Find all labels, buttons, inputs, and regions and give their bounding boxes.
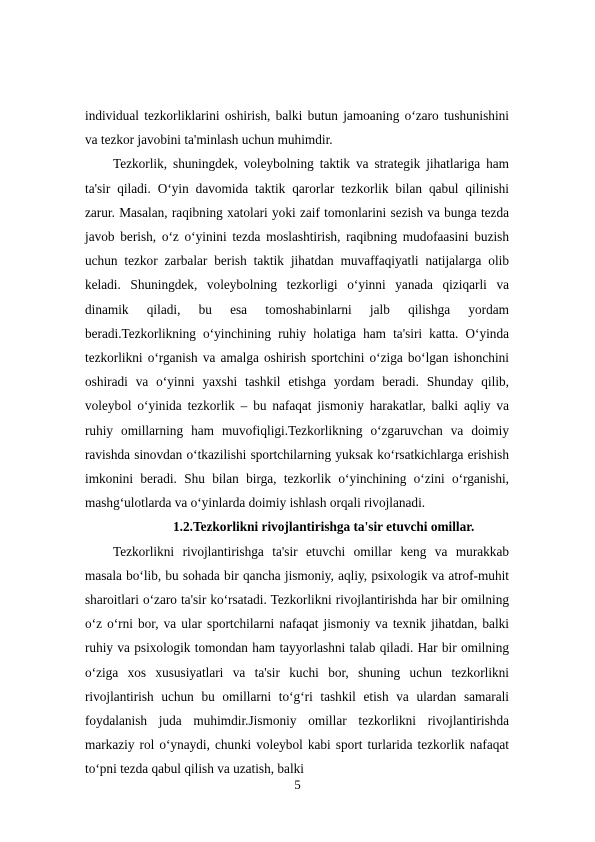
section-heading: 1.2.Tezkorlikni rivojlantirishga ta'sir etuvchi omillar. (173, 519, 475, 535)
page-content (85, 104, 509, 782)
paragraph-continuation: individual tezkorliklarini oshirish, balki butun jamoaning o‘zaro tushunishini va tezkor javobini ta'minlash uchun muhimdir. (85, 108, 509, 148)
paragraph-tezkorlik: Tezkorlik, shuningdek, voleybolning taktik va strategik jihatlariga ham ta'sir qiladi. O‘yin davomida taktik qarorlar tezkorlik bilan qabul qilinishi zarur. Masalan, raqibning xatolari yoki zaif tomonlarini sezish va bunga tezda javob berish, o‘z o‘yinini tezda moslashtirish, raqibning mudofaasini buzish uchun tezkor zarbalar berish taktik jihatdan muvaffaqiyatli natijalarga olib keladi. Shuningdek, voleybolning tezkorligi o‘yinni yanada qiziqarli va dinamik qiladi, bu esa tomoshabinlarni jalb qilishga yordam beradi.Tezkorlikning o‘yinchining ruhiy holatiga ham ta'siri katta. O‘yinda tezkorlikni o‘rganish va amalga oshirish sportchini o‘ziga bo‘lgan ishonchini oshiradi va o‘yinni yaxshi tashkil etishga yordam beradi. Shunday qilib, voleybol o‘yinida tezkorlik – bu nafaqat jismoniy harakatlar, balki aqliy va ruhiy omillarning ham muvofiqligi.Tezkorlikning o‘zgaruvchan va doimiy ravishda sinovdan o‘tkazilishi sportchilarning yuksak ko‘rsatkichlarga erishish imkonini beradi. Shu bilan birga, tezkorlik o‘yinchining o‘zini o‘rganishi, mashg‘ulotlarda va o‘yinlarda doimiy ishlash orqali rivojlanadi. (85, 156, 509, 511)
page-number: 5 (294, 777, 301, 792)
section-paragraph: Tezkorlikni rivojlantirishga ta'sir etuvchi omillar keng va murakkab masala bo‘lib, bu sohada bir qancha jismoniy, aqliy, psixologik va atrof-muhit sharoitlari o‘zaro ta'sir ko‘rsatadi. Tezkorlikni rivojlantirishda har bir omilning o‘z o‘rni bor, va ular sportchilarni nafaqat jismoniy va texnik jihatdan, balki ruhiy va psixologik tomondan ham tayyorlashni talab qiladi. Har bir omilning o‘ziga xos xususiyatlari va ta'sir kuchi bor, shuning uchun tezkorlikni rivojlantirish uchun bu omillarni to‘g‘ri tashkil etish va ulardan samarali foydalanish juda muhimdir.Jismoniy omillar tezkorlikni rivojlantirishda markaziy rol o‘ynaydi, chunki voleybol kabi sport turlarida tezkorlik nafaqat to‘pni tezda qabul qilish va uzatish, balki (85, 543, 509, 777)
